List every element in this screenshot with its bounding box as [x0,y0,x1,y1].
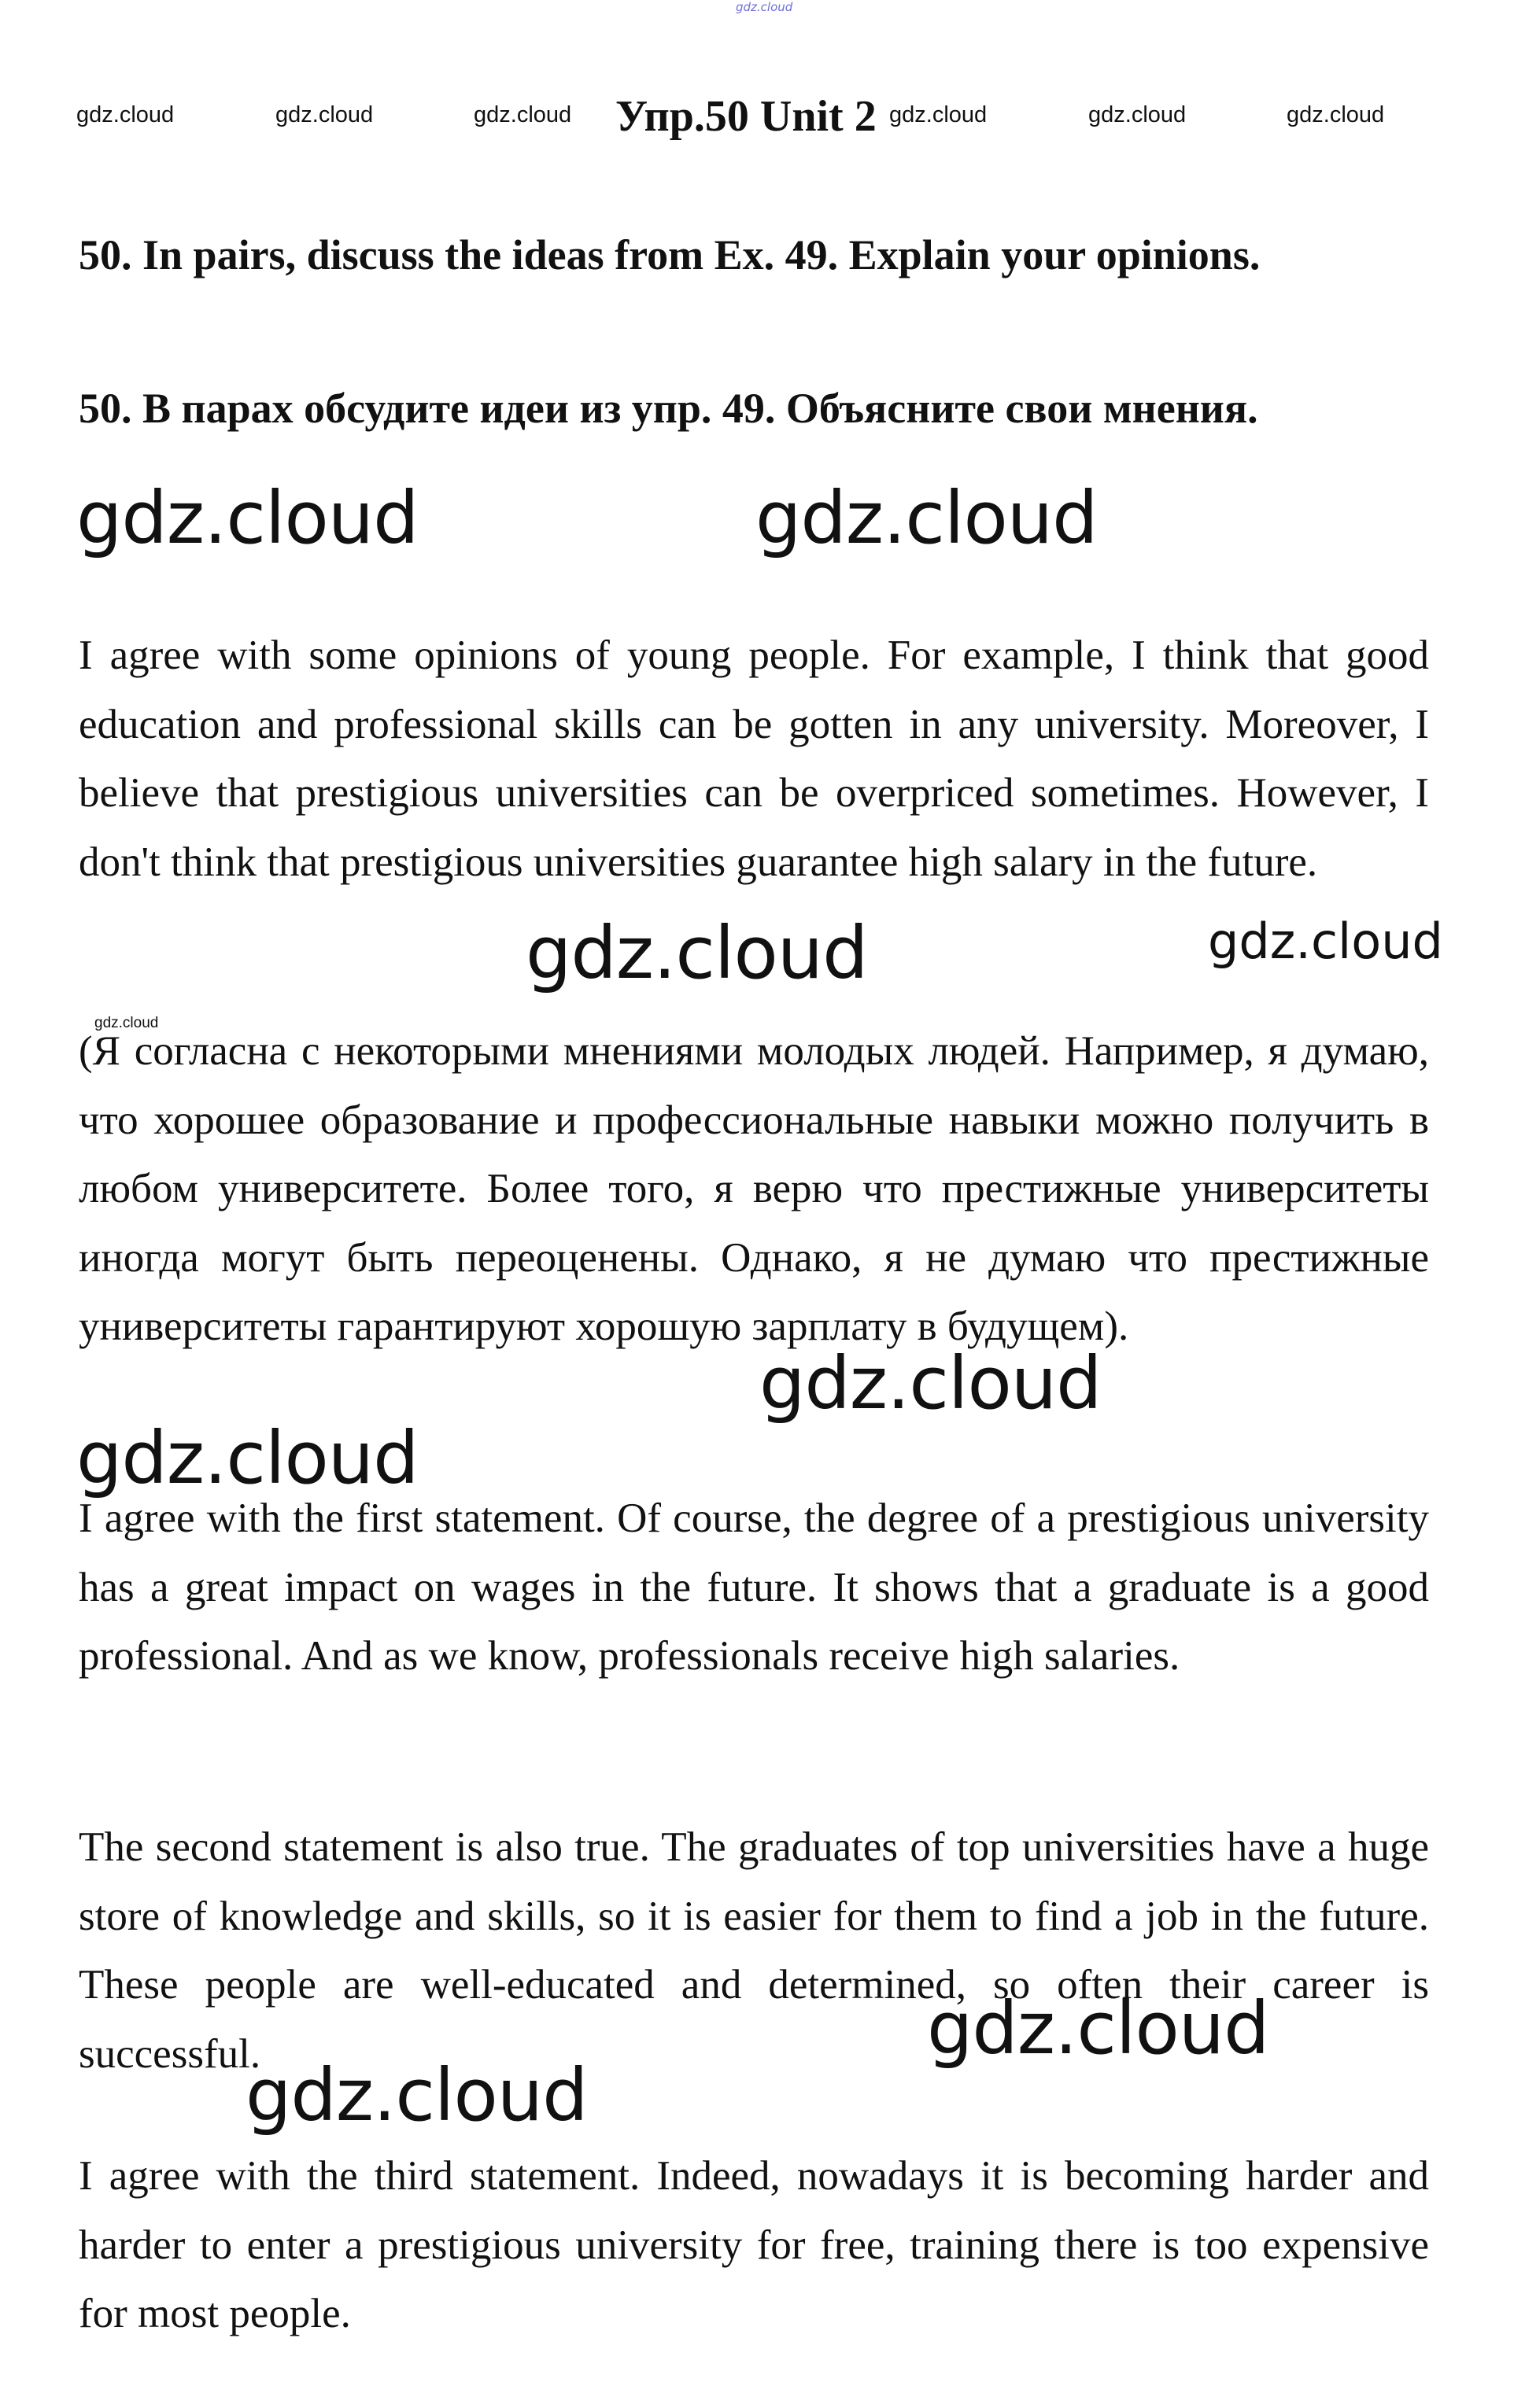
header-watermark: gdz.cloud [275,102,374,127]
paragraph-english-2: I agree with the first statement. Of course, the degree of a prestigious university has a great impact on wages in the future. It shows that a graduate is a good professional. And as we know, professionals receive high salaries. [79,1495,1429,1679]
header-watermark: gdz.cloud [1287,102,1385,127]
watermark: gdz.cloud [927,1986,1269,2071]
watermark: gdz.cloud [246,2053,588,2137]
task-english: 50. In pairs, discuss the ideas from Ex. 49. Explain your opinions. [79,231,1261,278]
watermark-tiny: gdz.cloud [94,1015,159,1031]
watermark-top: gdz.cloud [736,0,793,14]
header-watermark: gdz.cloud [76,102,175,127]
watermark: gdz.cloud [755,476,1098,560]
paragraph-english-3: The second statement is also true. The graduates of top universities have a huge store of knowledge and skills, so it is easier for them to find a job in the future. These people are well-educated and determined, so often their career is successful. [79,1824,1429,2077]
watermark: gdz.cloud [526,911,868,995]
watermark: gdz.cloud [1208,913,1443,970]
header-watermark: gdz.cloud [889,102,988,127]
header-watermark: gdz.cloud [474,102,572,127]
page-title: Упр.50 Unit 2 [615,92,877,141]
watermark: gdz.cloud [76,476,419,560]
watermark: gdz.cloud [76,1416,419,1500]
watermark: gdz.cloud [759,1341,1102,1425]
header-watermark: gdz.cloud [1088,102,1187,127]
task-russian: 50. В парах обсудите идеи из упр. 49. Объясните свои мнения. [79,385,1258,432]
paragraph-english-4: I agree with the third statement. Indeed, nowadays it is becoming harder and harder to enter a prestigious university for free, training there is too expensive for most people. [79,2153,1429,2336]
paragraph-english-1: I agree with some opinions of young people. For example, I think that good education and professional skills can be gotten in any university. Moreover, I believe that prestigious universities can be overpriced sometimes. However, I don't think that prestigious universities guarantee high salary in the future. [79,632,1429,885]
paragraph-russian: (Я согласна с некоторыми мнениями молодых людей. Например, я думаю, что хорошее образование и профессиональные навыки можно получить в любом университете. Более того, я верю что престижные университеты иногда могут быть переоценены. Однако, я не думаю что престижные университеты гарантируют хорошую зарплату в будущем). [79,1028,1429,1349]
